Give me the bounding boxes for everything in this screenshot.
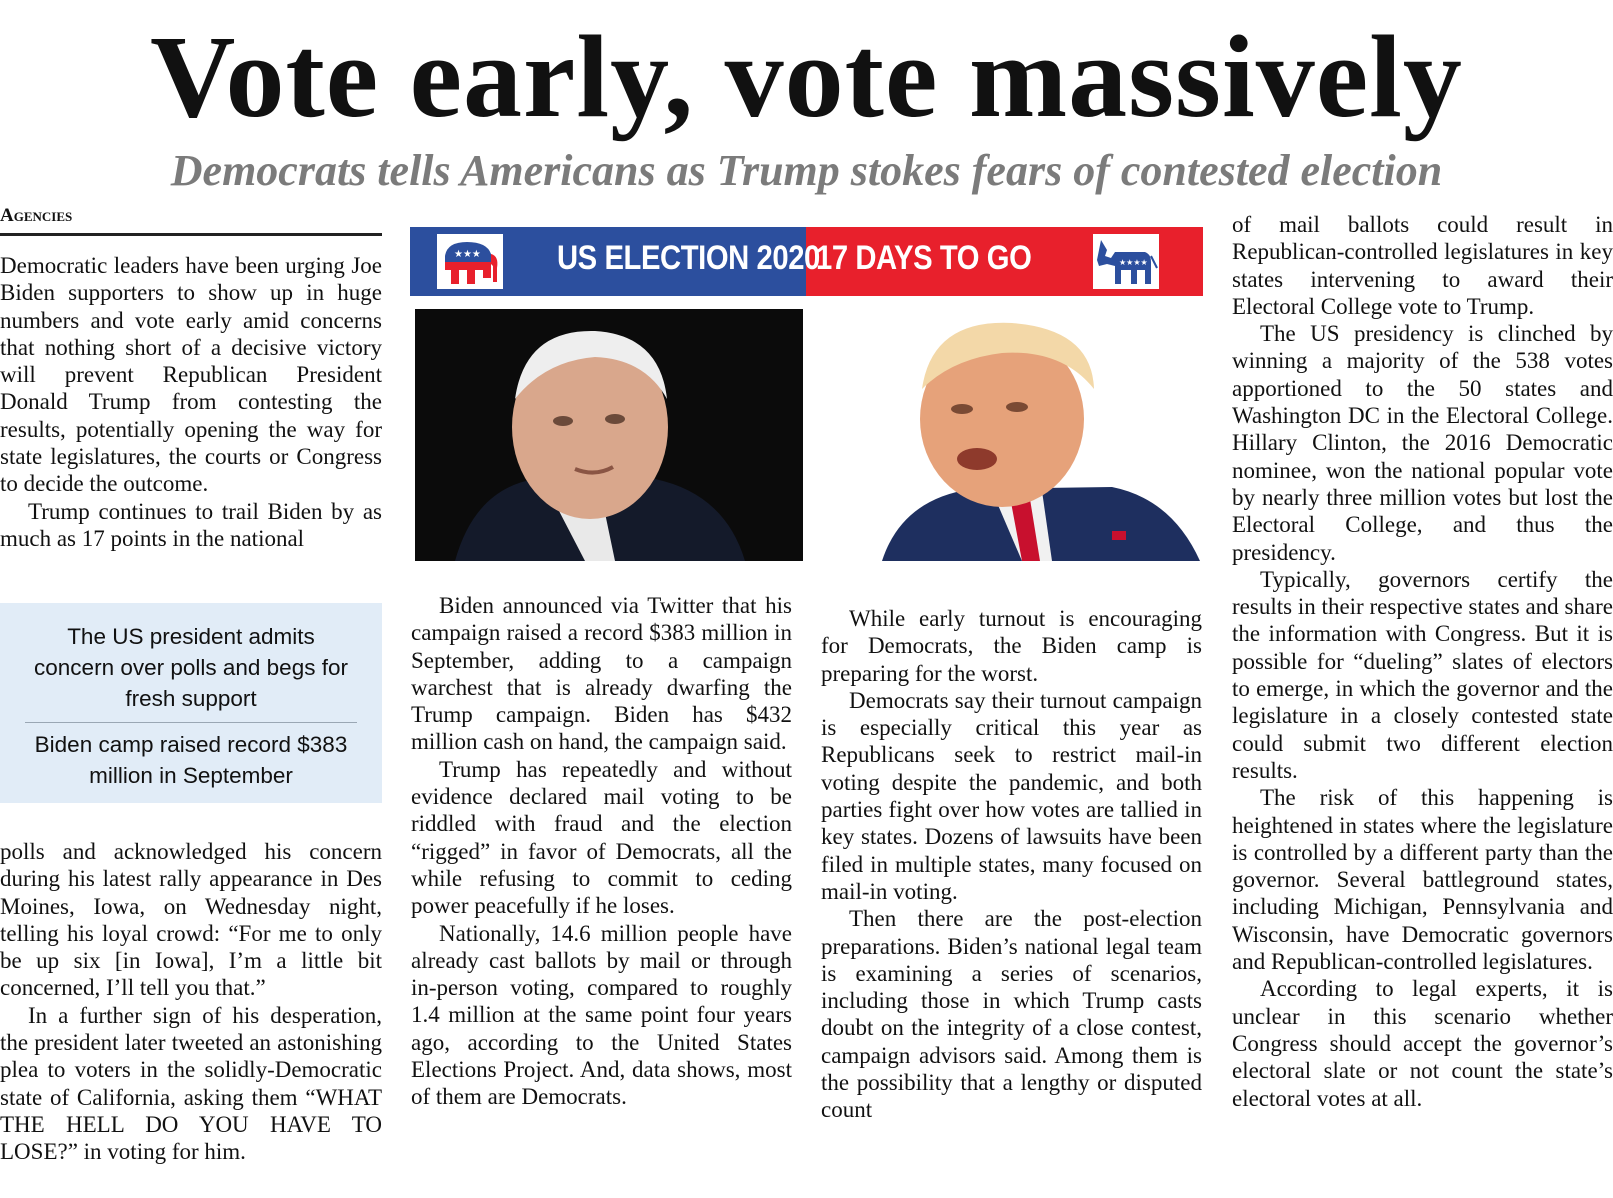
paragraph: The US presidency is clinched by winning a majority of the 538 votes apportioned to the 50 states and Washington DC in the Electoral College. Hillary Clinton, the 2016 Democratic nominee, won the national popular vote by nearly three million votes but lost the Electoral College, and thus the presidency. (1232, 321, 1613, 565)
paragraph: Trump continues to trail Biden by as much as 17 points in the national (0, 498, 382, 551)
pull-quote: The US president admits concern over polls and begs for fresh support (25, 621, 357, 723)
election-banner (410, 227, 1203, 296)
article-column-3 (821, 605, 1202, 1124)
paragraph: Then there are the post-election preparations. Biden’s national legal team is examining a series of scenarios, including those in which Trump casts doubt on the integrity of a close contest, campaign advisors said. Among them is the possibility that a lengthy or disputed count (821, 906, 1202, 1123)
pull-quote: Biden camp raised record $383 million in September (34, 732, 348, 788)
svg-text:★★★: ★★★ (454, 249, 481, 260)
banner-left-text: US ELECTION 2020 (557, 239, 820, 277)
biden-photo (415, 309, 803, 561)
paragraph: According to legal experts, it is unclear in this scenario whether Congress should accept the governor’s electoral slate or not count the state’s electoral votes at all. (1232, 976, 1613, 1111)
subheadline: Democrats tells Americans as Trump stokes fears of contested election (170, 146, 1443, 195)
banner-right-text: 17 DAYS TO GO (816, 239, 1032, 277)
headline: Vote early, vote massively (150, 11, 1463, 142)
paragraph: While early turnout is encouraging for Democrats, the Biden camp is preparing for the worst. (821, 606, 1202, 686)
paragraph: Biden announced via Twitter that his campaign raised a record $383 million in September, adding to a campaign warchest that is already dwarfing the Trump campaign. Biden has $432 million cash on hand, the campaign said. (411, 593, 792, 755)
pull-quote-box (0, 603, 382, 803)
article-column-2 (411, 592, 792, 1111)
paragraph: Trump has repeatedly and without evidence declared mail voting to be riddled with fraud and the election “rigged” in favor of Democrats, all the while refusing to commit to ceding power peacefully if he loses. (411, 756, 792, 919)
republican-elephant-icon (434, 231, 506, 292)
article-column-1-bottom (0, 838, 382, 1166)
paragraph: The risk of this happening is heightened in states where the legislature is controlled by a different party than the governor. Several battleground states, including Michigan, Pennsylvania and Wisconsin, have Democratic governors and Republican-controlled legislatures. (1232, 785, 1613, 975)
byline: Agencies (0, 205, 382, 236)
paragraph: In a further sign of his desperation, the president later tweeted an astonishing plea to voters in the solidly-Democratic state of California, asking them “WHAT THE HELL DO YOU HAVE TO LOSE?” in voting for him. (0, 1002, 382, 1165)
article-column-4 (1232, 211, 1613, 1112)
paragraph: polls and acknowledged his concern during his latest rally appearance in Des Moines, Iowa, on Wednesday night, telling his loyal crowd: “For me to only be up six [in Iowa], I’m a little bit concerned, I’ll tell you that.” (0, 839, 382, 1001)
paragraph: of mail ballots could result in Republican-controlled legislatures in key states intervening to award their Electoral College vote to Trump. (1232, 212, 1613, 319)
svg-text:★★★★: ★★★★ (1119, 258, 1148, 267)
trump-photo (812, 309, 1200, 561)
paragraph: Typically, governors certify the results in their respective states and share the information with Congress. But it is possible for “dueling” slates of electors to emerge, in which the governor and the legislature in a closely contested state could submit two different election results. (1232, 566, 1613, 783)
article-column-1-top (0, 252, 382, 552)
paragraph: Democrats say their turnout campaign is especially critical this year as Republicans seek to restrict mail-in voting despite the pandemic, and both parties fight over how votes are tallied in key states. Dozens of lawsuits have been filed in multiple states, many focused on mail-in voting. (821, 687, 1202, 904)
paragraph: Nationally, 14.6 million people have already cast ballots by mail or through in-person voting, compared to roughly 1.4 million at the same point four years ago, according to the United States Elections Project. And, data shows, most of them are Democrats. (411, 920, 792, 1110)
democratic-donkey-icon (1090, 231, 1162, 292)
paragraph: Democratic leaders have been urging Joe Biden supporters to show up in huge numbers and vote early amid concerns that nothing short of a decisive victory will prevent Republican President Donald Trump from contesting the results, potentially opening the way for state legislatures, the courts or Congress to decide the outcome. (0, 253, 382, 497)
